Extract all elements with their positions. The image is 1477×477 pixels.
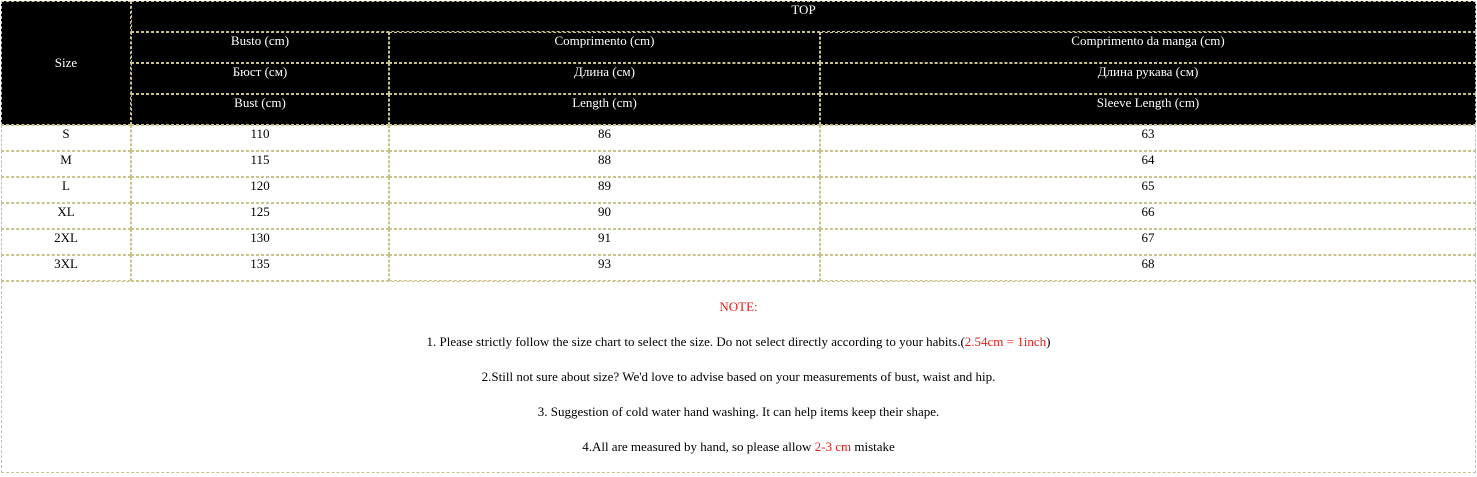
length-header-ru: Длина (см) — [389, 63, 820, 94]
size-cell: S — [1, 125, 131, 151]
note-line-4-end: mistake — [851, 439, 895, 454]
size-chart-table — [1, 1, 1476, 473]
length-cell: 90 — [389, 203, 820, 229]
length-cell: 86 — [389, 125, 820, 151]
sleeve-cell: 64 — [820, 151, 1476, 177]
bust-cell: 130 — [131, 229, 389, 255]
bust-cell: 125 — [131, 203, 389, 229]
table-row — [1, 125, 1476, 151]
size-cell: 2XL — [1, 229, 131, 255]
size-column-header: Size — [1, 1, 131, 125]
table-row — [1, 255, 1476, 281]
table-row — [1, 203, 1476, 229]
top-section-header: TOP — [131, 1, 1476, 32]
header-row-portuguese — [1, 32, 1476, 63]
size-cell: L — [1, 177, 131, 203]
note-line-1-end: ) — [1046, 334, 1051, 349]
note-line-1 — [2, 334, 1475, 350]
length-cell: 91 — [389, 229, 820, 255]
header-row-english — [1, 94, 1476, 125]
note-line-4 — [2, 439, 1475, 455]
sleeve-header-en: Sleeve Length (cm) — [820, 94, 1476, 125]
length-cell: 89 — [389, 177, 820, 203]
header-row-russian — [1, 63, 1476, 94]
sleeve-cell: 66 — [820, 203, 1476, 229]
note-line-4-highlight: 2-3 cm — [814, 439, 852, 454]
table-row — [1, 151, 1476, 177]
bust-cell: 135 — [131, 255, 389, 281]
sleeve-header-ru: Длина рукава (см) — [820, 63, 1476, 94]
sleeve-cell: 67 — [820, 229, 1476, 255]
size-cell: 3XL — [1, 255, 131, 281]
length-cell: 88 — [389, 151, 820, 177]
sleeve-header-pt: Comprimento da manga (cm) — [820, 32, 1476, 63]
bust-cell: 115 — [131, 151, 389, 177]
note-line-1-text: 1. Please strictly follow the size chart to select the size. Do not select directly according to your habits.( — [426, 334, 965, 349]
bust-cell: 120 — [131, 177, 389, 203]
bust-header-pt: Busto (cm) — [131, 32, 389, 63]
note-row — [1, 281, 1476, 473]
note-title: NOTE: — [719, 299, 758, 314]
size-cell: XL — [1, 203, 131, 229]
note-line-1-highlight: 2.54cm = 1inch — [964, 334, 1047, 349]
note-line-2: 2.Still not sure about size? We'd love to advise based on your measurements of bust, waist and hip. — [481, 369, 996, 384]
header-row-top — [1, 1, 1476, 32]
size-cell: M — [1, 151, 131, 177]
note-cell — [1, 281, 1476, 473]
table-row — [1, 177, 1476, 203]
bust-header-en: Bust (cm) — [131, 94, 389, 125]
bust-cell: 110 — [131, 125, 389, 151]
bust-header-ru: Бюст (см) — [131, 63, 389, 94]
length-cell: 93 — [389, 255, 820, 281]
sleeve-cell: 68 — [820, 255, 1476, 281]
length-header-en: Length (cm) — [389, 94, 820, 125]
sleeve-cell: 63 — [820, 125, 1476, 151]
note-line-3: 3. Suggestion of cold water hand washing. It can help items keep their shape. — [537, 404, 940, 419]
note-line-4-text: 4.All are measured by hand, so please allow — [582, 439, 815, 454]
length-header-pt: Comprimento (cm) — [389, 32, 820, 63]
table-row — [1, 229, 1476, 255]
sleeve-cell: 65 — [820, 177, 1476, 203]
